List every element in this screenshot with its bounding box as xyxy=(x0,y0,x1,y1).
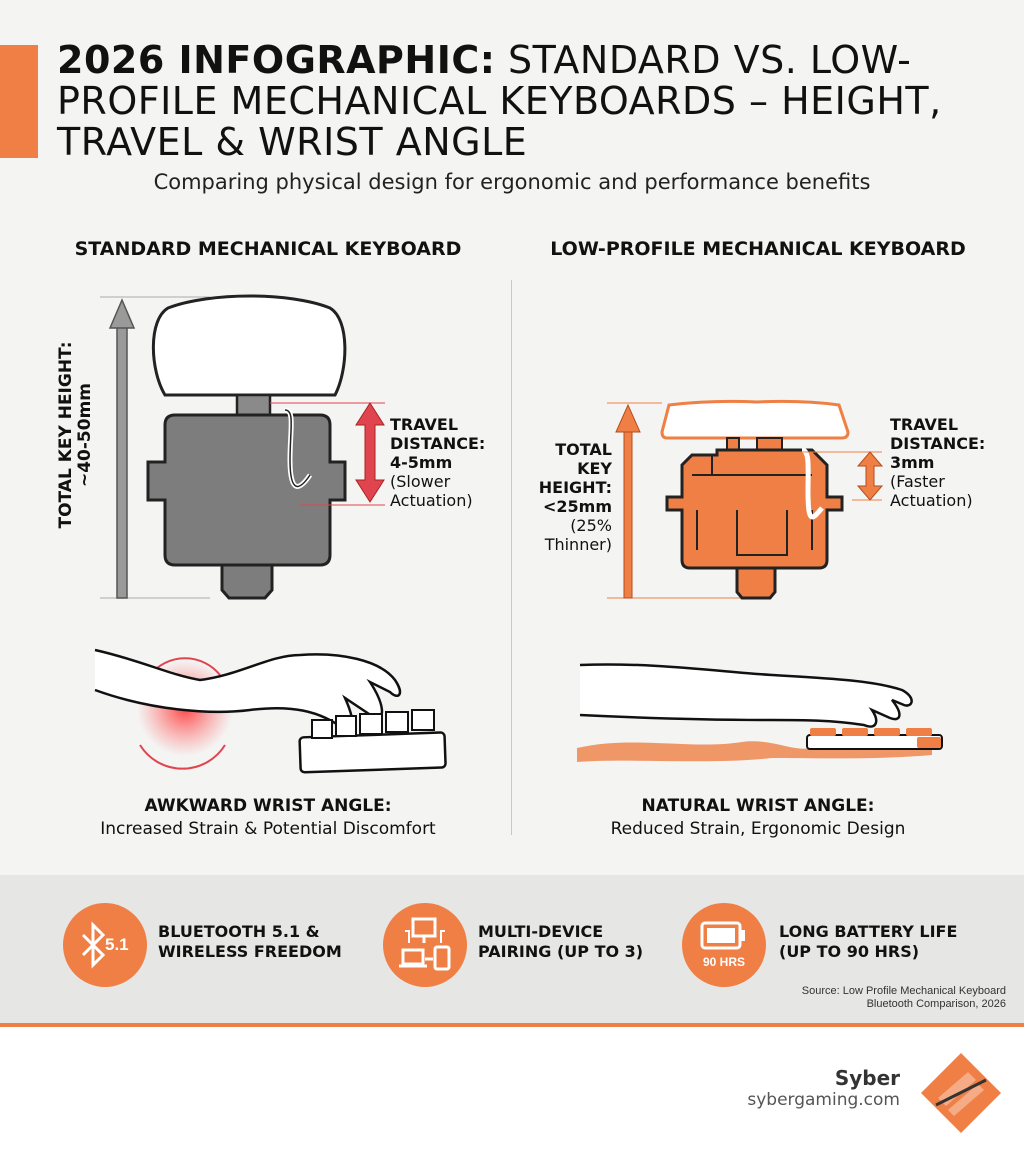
brand-url: sybergaming.com xyxy=(747,1090,900,1110)
wrist-desc: Reduced Strain, Ergonomic Design xyxy=(610,819,906,839)
travel-label-text: TRAVEL DISTANCE: xyxy=(390,415,486,453)
feature-line: MULTI-DEVICE xyxy=(478,922,604,941)
standard-heading: STANDARD MECHANICAL KEYBOARD xyxy=(74,238,462,260)
low-profile-travel-label xyxy=(890,415,986,510)
standard-wrist-caption xyxy=(12,795,524,841)
height-label-line: KEY xyxy=(577,459,612,478)
feature-line: (UP TO 90 HRS) xyxy=(779,942,920,961)
source-note xyxy=(802,985,1006,1011)
battery-icon xyxy=(682,903,766,987)
feature-line: WIRELESS FREEDOM xyxy=(158,942,342,961)
feature-line: BLUETOOTH 5.1 & xyxy=(158,922,320,941)
low-profile-wrist-caption xyxy=(502,795,1014,841)
brand-name: Syber xyxy=(834,1066,900,1090)
subtitle: Comparing physical design for ergonomic and performance benefits xyxy=(153,170,871,194)
source-line: Source: Low Profile Mechanical Keyboard xyxy=(801,985,1006,997)
title-rest: STANDARD VS. LOW-PROFILE MECHANICAL KEYBOARDS – HEIGHT, TRAVEL & WRIST ANGLE xyxy=(57,38,942,164)
height-label-line: TOTAL xyxy=(555,440,612,459)
wrist-desc: Increased Strain & Potential Discomfort xyxy=(100,819,436,839)
travel-label-text: TRAVEL DISTANCE: xyxy=(890,415,986,453)
travel-note: (Slower Actuation) xyxy=(390,472,473,510)
wrist-strain-illustration xyxy=(95,650,446,772)
syber-logo-icon xyxy=(918,1050,1004,1136)
standard-height-label xyxy=(57,335,97,535)
feature-line: LONG BATTERY LIFE xyxy=(779,922,958,941)
battery-hours: 90 HRS xyxy=(702,955,746,969)
low-profile-heading: LOW-PROFILE MECHANICAL KEYBOARD xyxy=(550,238,966,260)
switch-housing xyxy=(667,438,842,598)
devices-icon xyxy=(383,903,467,987)
travel-note: (Faster Actuation) xyxy=(890,472,973,510)
feature-line: PAIRING (UP TO 3) xyxy=(478,942,644,961)
wrist-natural-illustration xyxy=(577,664,942,762)
feature-multi-device xyxy=(478,922,643,962)
keycap xyxy=(662,401,848,438)
page-title xyxy=(57,40,1007,163)
low-profile-height-label xyxy=(520,440,612,554)
height-note: Thinner) xyxy=(544,535,612,554)
title-bold: 2026 INFOGRAPHIC: xyxy=(57,38,496,82)
travel-value: 4-5mm xyxy=(390,453,453,472)
wrist-title: NATURAL WRIST ANGLE: xyxy=(641,796,875,816)
source-line: Bluetooth Comparison, 2026 xyxy=(866,998,1006,1010)
height-value: ~40-50mm xyxy=(75,382,95,488)
accent-bar xyxy=(0,45,38,158)
keycap xyxy=(153,296,345,395)
standard-travel-label xyxy=(390,415,486,510)
travel-value: 3mm xyxy=(890,453,935,472)
bluetooth-version: 5.1 xyxy=(105,935,129,954)
height-value: <25mm xyxy=(542,497,612,516)
height-label-text: TOTAL KEY HEIGHT: xyxy=(56,341,76,529)
switch-housing xyxy=(148,395,345,598)
brand xyxy=(747,1066,900,1110)
height-label-line: HEIGHT: xyxy=(538,478,612,497)
bluetooth-icon xyxy=(63,903,147,987)
wrist-title: AWKWARD WRIST ANGLE: xyxy=(144,796,392,816)
feature-bluetooth xyxy=(158,922,342,962)
feature-battery xyxy=(779,922,957,962)
height-note: (25% xyxy=(570,516,612,535)
